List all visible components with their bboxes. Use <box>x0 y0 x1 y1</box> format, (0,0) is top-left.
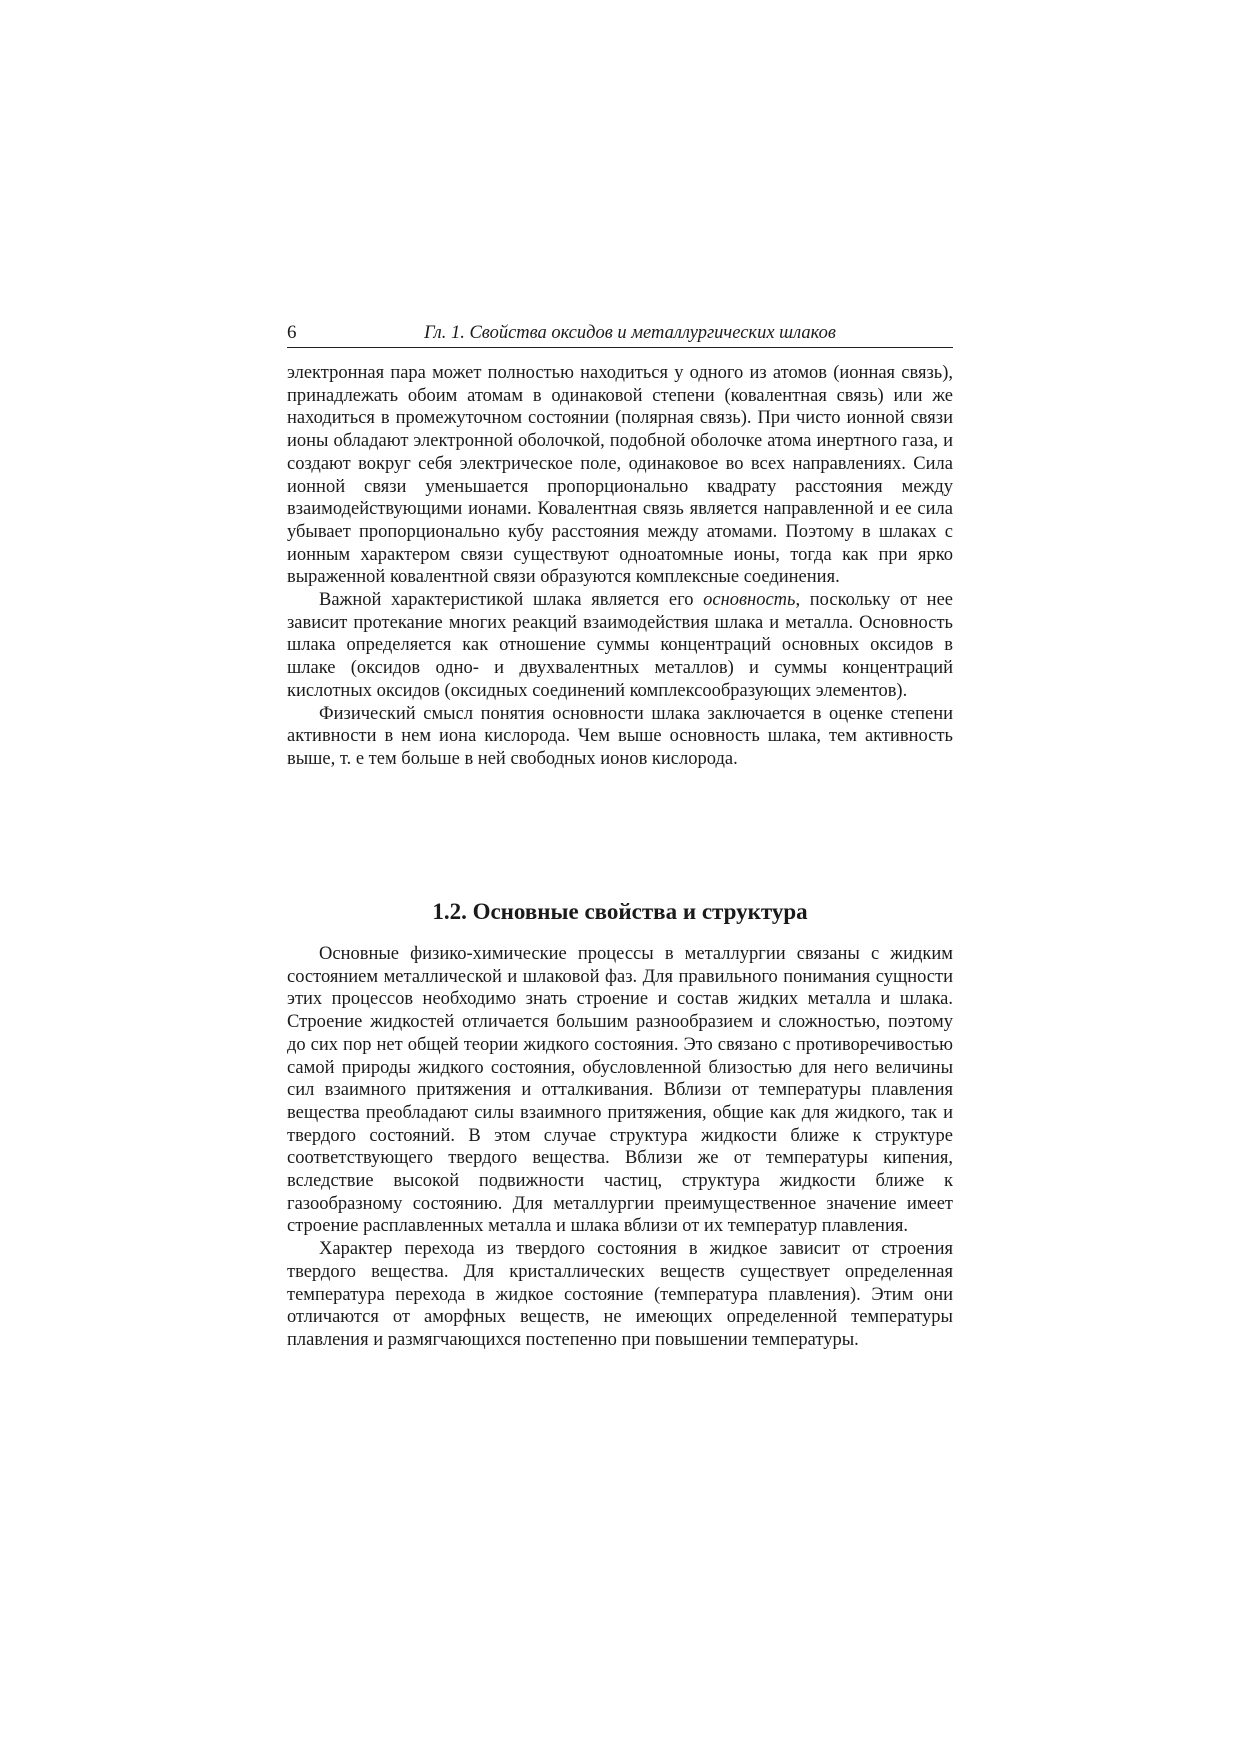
paragraph-bonds: электронная пара может полностью находиться у одного из атомов (ионная связь), принадлежать обоим атомам в одинаковой степени (ковалентная связь) или же находиться в промежуточном состоянии (полярная связь). При чисто ионной связи ионы обладают электронной оболочкой, подобной оболочке атома инертного газа, и создают вокруг себя электрическое поле, одинаковое во всех направлениях. Сила ионной связи уменьшается пропорционально квадрату расстояния между взаимодействующими ионами. Ковалентная связь является направленной и ее сила убывает пропорционально кубу расстояния между атомами. Поэтому в шлаках с ионным характером связи существуют одноатомные ионы, тогда как при ярко выраженной ковалентной связи образуются комплексные соединения. <box>287 363 953 588</box>
paragraph-melting-transition: Характер перехода из твердого состояния в жидкое зависит от строения твердого вещества. Для кристаллических веществ существует определенная температура перехода в жидкое состояние (температура плавления). Этим они отличаются от аморфных веществ, не имеющих определенной температуры плавления и размягчающихся постепенно при повышении температуры. <box>287 1239 953 1350</box>
paragraph-liquid-state: Основные физико-химические процессы в металлургии связаны с жидким состоянием металлической и шлаковой фаз. Для правильного понимания сущности этих процессов необходимо знать строение и состав жидких металла и шлака. Строение жидкостей отличается большим разнообразием и сложностью, поэтому до сих пор нет общей теории жидкого состояния. Это связано с противоречивостью самой природы жидкого состояния, обусловленной близостью для него величины сил взаимного притяжения и отталкивания. Вблизи от температуры плавления вещества преобладают силы взаимного притяжения, общие как для жидкого, так и твердого состояний. В этом случае структура жидкости ближе к структуре соответствующего твердого вещества. Вблизи же от температуры кипения, вследствие высокой подвижности частиц, структура жидкости ближе к газообразному состоянию. Для металлургии преимущественное значение имеет строение расплавленных металла и шлака вблизи от их температур плавления. <box>287 944 953 1237</box>
page-header <box>287 321 953 348</box>
paragraph-basicity <box>287 589 953 703</box>
section-heading: 1.2. Основные свойства и структура <box>432 899 808 924</box>
basicity-term: основность <box>703 590 796 611</box>
section-1-1-continuation <box>287 362 953 771</box>
running-head: Гл. 1. Свойства оксидов и металлургических шлаков <box>424 323 836 343</box>
basicity-text-start: Важной характеристикой шлака является его <box>319 590 704 611</box>
page-number: 6 <box>287 322 297 343</box>
paragraph-physical-meaning: Физический смысл понятия основности шлака заключается в оценке степени активности в нем иона кислорода. Чем выше основность шлака, тем активность выше, т. е тем больше в ней свободных ионов кислорода. <box>287 703 953 769</box>
section-1-2-body <box>287 943 953 1352</box>
basicity-text-end: , поскольку от нее зависит протекание многих реакций взаимодействия шлака и металла. Основность шлака определяется как отношение суммы концентраций основных оксидов в шлаке (оксидов одно- и двухвалентных металлов) и суммы концентраций кислотных оксидов (оксидных соединений комплексообразующих элементов). <box>287 590 954 701</box>
